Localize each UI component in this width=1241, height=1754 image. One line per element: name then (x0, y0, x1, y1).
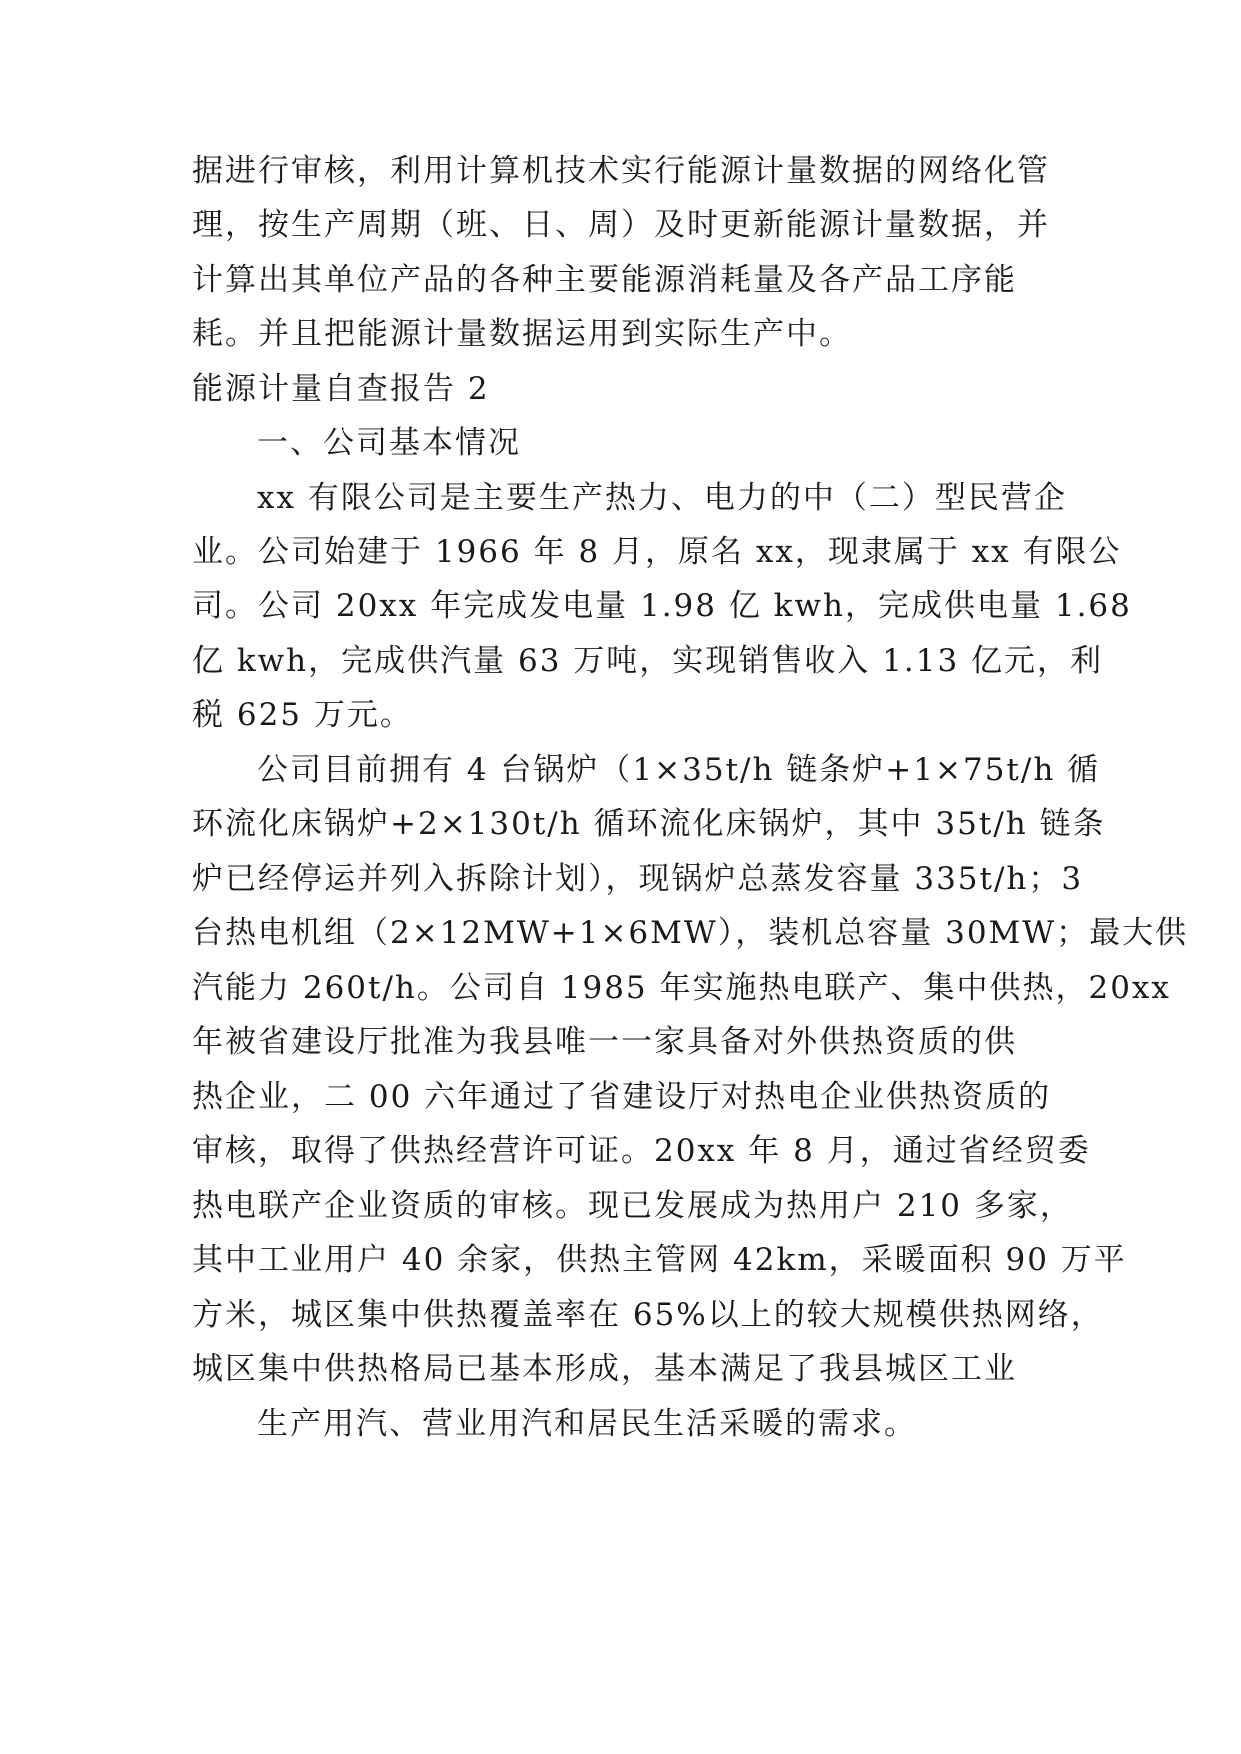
text-line: 税 625 万元。 (192, 697, 413, 733)
text-line: xx 有限公司是主要生产热力、电力的中（二）型民营企 (257, 480, 1067, 516)
text-line: 热企业，二 00 六年通过了省建设厅对热电企业供热资质的 (192, 1079, 1052, 1115)
text-line: 其中工业用户 40 余家，供热主管网 42km，采暖面积 90 万平 (192, 1242, 1127, 1278)
text-line: 耗。并且把能源计量数据运用到实际生产中。 (192, 316, 852, 352)
text-line: 据进行审核，利用计算机技术实行能源计量数据的网络化管 (192, 153, 1050, 189)
text-line: 生产用汽、营业用汽和居民生活采暖的需求。 (257, 1406, 917, 1442)
section-title: 能源计量自查报告 2 (192, 371, 490, 407)
text-line: 环流化床锅炉+2×130t/h 循环流化床锅炉，其中 35t/h 链条 (192, 806, 1106, 842)
text-line: 司。公司 20xx 年完成发电量 1.98 亿 kwh，完成供电量 1.68 (192, 588, 1132, 624)
text-line: 业。公司始建于 1966 年 8 月，原名 xx，现隶属于 xx 有限公 (192, 534, 1122, 570)
text-line: 理，按生产周期（班、日、周）及时更新能源计量数据，并 (192, 207, 1050, 243)
text-line: 年被省建设厅批准为我县唯一一家具备对外供热资质的供 (192, 1024, 1017, 1060)
text-line: 热电联产企业资质的审核。现已发展成为热用户 210 多家， (192, 1188, 1073, 1224)
text-line: 公司目前拥有 4 台锅炉（1×35t/h 链条炉+1×75t/h 循 (257, 752, 1101, 788)
text-line: 城区集中供热格局已基本形成，基本满足了我县城区工业 (192, 1351, 1017, 1387)
subsection-heading: 一、公司基本情况 (257, 425, 521, 461)
text-line: 计算出其单位产品的各种主要能源消耗量及各产品工序能 (192, 262, 1017, 298)
text-line: 汽能力 260t/h。公司自 1985 年实施热电联产、集中供热，20xx (192, 970, 1171, 1006)
text-line: 亿 kwh，完成供汽量 63 万吨，实现销售收入 1.13 亿元，利 (192, 643, 1104, 679)
text-line: 审核，取得了供热经营许可证。20xx 年 8 月，通过省经贸委 (192, 1133, 1091, 1169)
text-line: 炉已经停运并列入拆除计划），现锅炉总蒸发容量 335t/h；3 (192, 861, 1084, 897)
text-line: 方米，城区集中供热覆盖率在 65%以上的较大规模供热网络， (192, 1297, 1104, 1333)
text-line: 台热电机组（2×12MW+1×6MW），装机总容量 30MW；最大供 (192, 915, 1189, 951)
